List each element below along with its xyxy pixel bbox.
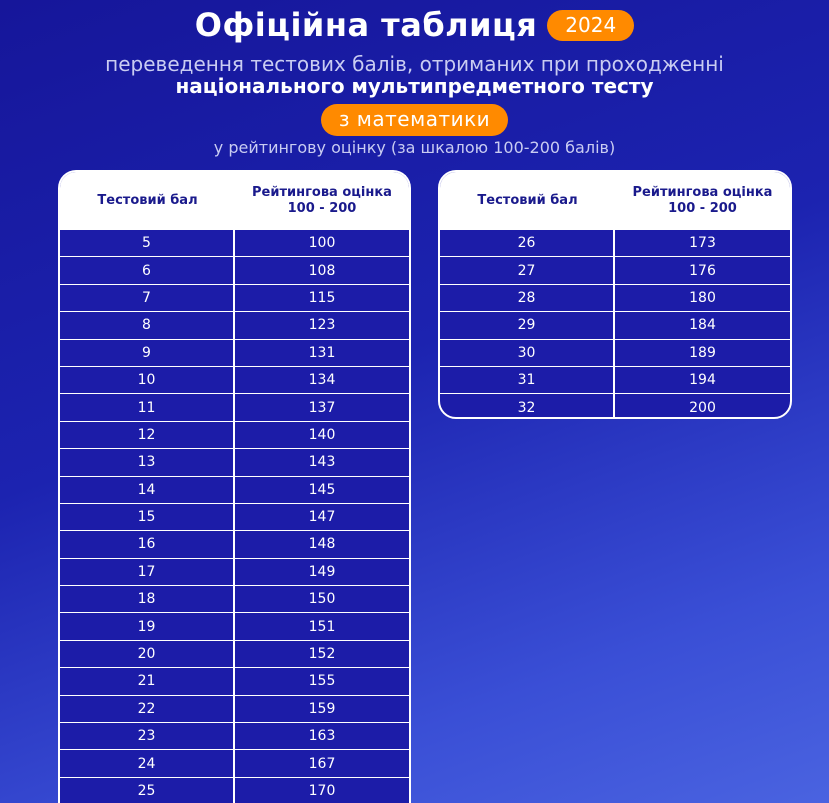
test-score-cell: 5 <box>60 230 235 256</box>
test-score-cell: 26 <box>440 230 615 256</box>
table-row <box>440 284 790 311</box>
table-row <box>60 777 409 803</box>
rating-cell: 150 <box>308 591 336 608</box>
table-body <box>60 229 409 803</box>
test-score-cell: 21 <box>60 668 235 694</box>
scale-note: у рейтингову оцінку (за шкалою 100-200 балів) <box>213 138 616 157</box>
table-row <box>60 339 409 366</box>
test-score-cell: 7 <box>60 285 235 311</box>
test-score-cell: 29 <box>440 312 615 338</box>
rating-cell: 143 <box>308 454 336 471</box>
header-rating-line1: Рейтингова оцінка <box>252 184 392 200</box>
test-score-cell: 25 <box>60 778 235 803</box>
rating-cell: 131 <box>308 344 336 361</box>
rating-cell: 145 <box>308 481 336 498</box>
test-score-cell: 9 <box>60 340 235 366</box>
table-row <box>60 448 409 475</box>
rating-cell: 100 <box>308 235 336 252</box>
rating-cell: 149 <box>308 563 336 580</box>
test-score-cell: 22 <box>60 696 235 722</box>
rating-cell: 170 <box>308 783 336 799</box>
table-row <box>60 476 409 503</box>
rating-cell: 155 <box>308 673 336 690</box>
test-score-cell: 20 <box>60 641 235 667</box>
test-score-cell: 27 <box>440 257 615 283</box>
table-row <box>60 229 409 256</box>
table-row <box>60 503 409 530</box>
table-row <box>60 558 409 585</box>
test-score-cell: 11 <box>60 394 235 420</box>
table-row <box>440 256 790 283</box>
test-score-cell: 23 <box>60 723 235 749</box>
test-score-cell: 12 <box>60 422 235 448</box>
table-body <box>440 229 790 419</box>
table-row <box>60 366 409 393</box>
test-score-cell: 19 <box>60 613 235 639</box>
test-score-cell: 15 <box>60 504 235 530</box>
table-row <box>440 366 790 393</box>
rating-cell: 151 <box>308 618 336 635</box>
page-title: Офіційна таблиця <box>194 6 538 44</box>
test-score-cell: 24 <box>60 750 235 776</box>
rating-cell: 137 <box>308 399 336 416</box>
rating-cell: 152 <box>308 646 336 663</box>
rating-cell: 184 <box>689 317 716 334</box>
table-header <box>60 172 409 229</box>
table-row <box>440 339 790 366</box>
table-row <box>440 393 790 419</box>
test-score-cell: 13 <box>60 449 235 475</box>
table-row <box>60 530 409 557</box>
header-rating <box>235 185 409 217</box>
title-row <box>0 6 829 44</box>
test-score-cell: 6 <box>60 257 235 283</box>
rating-cell: 163 <box>308 728 336 745</box>
rating-cell: 140 <box>308 426 336 443</box>
year-badge: 2024 <box>547 10 634 41</box>
table-row <box>440 229 790 256</box>
score-table-left <box>58 170 411 803</box>
test-score-cell: 28 <box>440 285 615 311</box>
table-row <box>60 640 409 667</box>
header-test-score: Тестовий бал <box>97 192 198 208</box>
table-row <box>60 284 409 311</box>
table-row <box>60 667 409 694</box>
test-score-cell: 18 <box>60 586 235 612</box>
subject-row <box>0 104 829 136</box>
table-row <box>60 421 409 448</box>
test-score-cell: 16 <box>60 531 235 557</box>
subtitle-line1: переведення тестових балів, отриманих при проходженні <box>105 52 724 76</box>
rating-cell: 173 <box>689 235 716 252</box>
table-row <box>60 311 409 338</box>
table-header <box>440 172 790 229</box>
table-row <box>440 311 790 338</box>
test-score-cell: 32 <box>440 394 615 419</box>
subtitle-line2: національного мультипредметного тесту <box>175 74 654 98</box>
rating-cell: 108 <box>308 262 336 279</box>
table-row <box>60 722 409 749</box>
rating-cell: 176 <box>689 262 716 279</box>
score-table-right <box>438 170 792 419</box>
test-score-cell: 30 <box>440 340 615 366</box>
rating-cell: 134 <box>308 372 336 389</box>
rating-cell: 194 <box>689 372 716 389</box>
rating-cell: 180 <box>689 289 716 306</box>
rating-cell: 189 <box>689 344 716 361</box>
rating-cell: 115 <box>308 289 336 306</box>
test-score-cell: 17 <box>60 559 235 585</box>
table-row <box>60 749 409 776</box>
table-row <box>60 695 409 722</box>
header-rating-line2: 100 - 200 <box>668 200 737 216</box>
table-row <box>60 393 409 420</box>
test-score-cell: 31 <box>440 367 615 393</box>
header-rating-line2: 100 - 200 <box>287 200 357 216</box>
rating-cell: 123 <box>308 317 336 334</box>
subject-badge: з математики <box>321 104 508 136</box>
rating-cell: 167 <box>308 755 336 772</box>
rating-cell: 200 <box>689 399 716 416</box>
test-score-cell: 14 <box>60 477 235 503</box>
test-score-cell: 8 <box>60 312 235 338</box>
rating-cell: 148 <box>308 536 336 553</box>
header-rating <box>615 185 790 217</box>
header-rating-line1: Рейтингова оцінка <box>632 184 773 200</box>
header-test-score: Тестовий бал <box>477 192 578 208</box>
table-row <box>60 256 409 283</box>
rating-cell: 159 <box>308 700 336 717</box>
test-score-cell: 10 <box>60 367 235 393</box>
table-row <box>60 612 409 639</box>
table-row <box>60 585 409 612</box>
rating-cell: 147 <box>308 509 336 526</box>
